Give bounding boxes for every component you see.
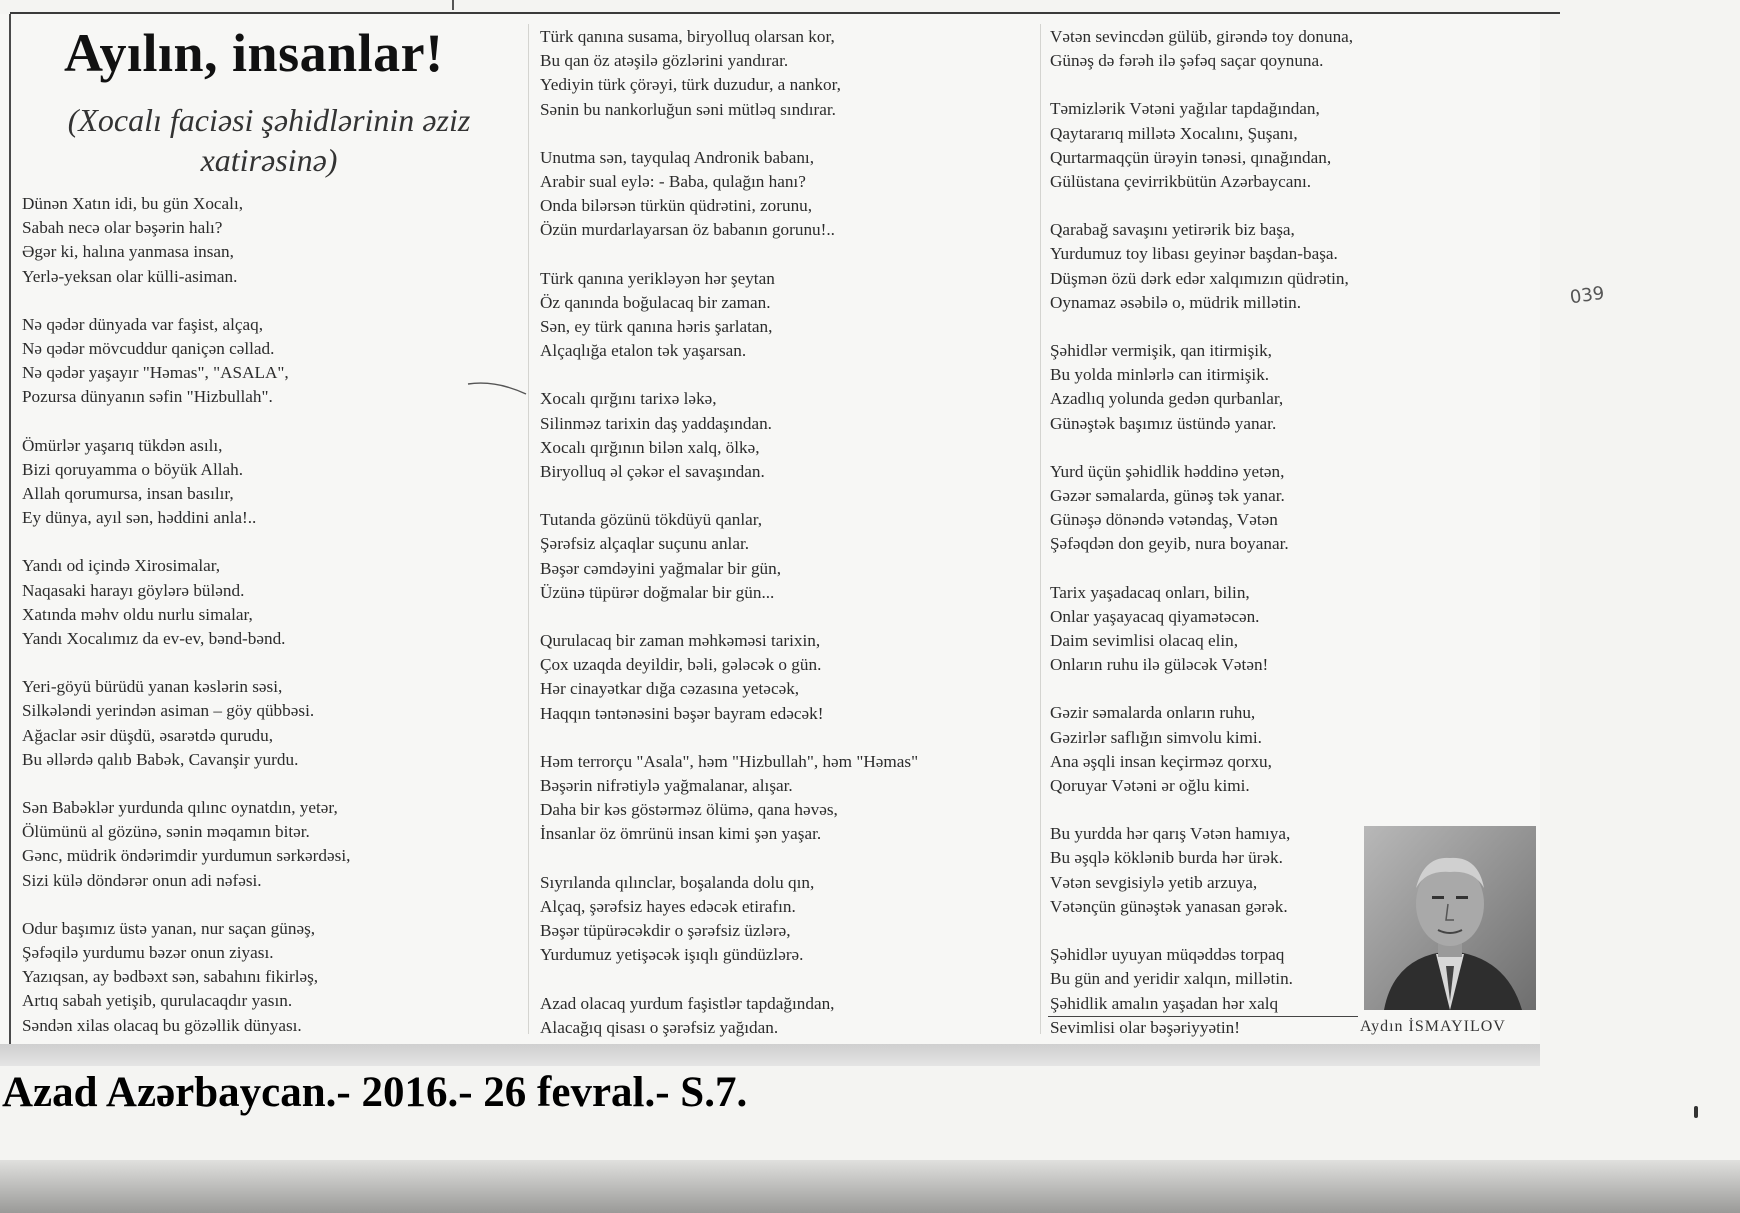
- handwritten-note: 039: [1568, 282, 1606, 309]
- poem-line: Şəfəqdən don geyib, nura boyanar.: [1050, 534, 1289, 554]
- poem-line: Şəhidlər vermişik, qan itirmişik,: [1050, 341, 1272, 361]
- poem-line: Səndən xilas olacaq bu gözəllik dünyası.: [22, 1015, 302, 1035]
- poem-line: Qoruyar Vətəni ər oğlu kimi.: [1050, 776, 1250, 796]
- poem-line: Daim sevimlisi olacaq elin,: [1050, 631, 1239, 651]
- poem-line: Odur başımız üstə yanan, nur saçan günəş,: [22, 918, 316, 938]
- poem-line: Özün murdarlayarsan öz babanın gorunu!..: [540, 220, 835, 240]
- poem-line: Alçaq, şərəfsiz hayes edəcək etirafın.: [540, 896, 796, 916]
- poem-line: Tarix yaşadacaq onları, bilin,: [1050, 582, 1250, 602]
- poem-line: Bəşər tüpürəcəkdir o şərəfsiz üzlərə,: [540, 921, 791, 941]
- poem-line: Onların ruhu ilə güləcək Vətən!: [1050, 655, 1269, 675]
- poem-line: Bəşər cəmdəyini yağmalar bir gün,: [540, 558, 782, 578]
- poem-line: Sıyrılanda qılınclar, boşalanda dolu qın,: [540, 872, 815, 892]
- poem-line: Vətən sevgisiylə yetib arzuya,: [1050, 872, 1258, 892]
- poem-line: Tutanda gözünü tökdüyü qanlar,: [540, 510, 763, 530]
- poem-column-2: [540, 25, 1040, 1064]
- poem-column-1: [22, 192, 462, 1062]
- poem-line: Təmizlərik Vətəni yağılar tapdağından,: [1050, 99, 1320, 119]
- poem-line: Öz qanında boğulacaq bir zaman.: [540, 292, 771, 312]
- poem-line: Yurdumuz toy libası geyinər başdan-başa.: [1050, 244, 1338, 264]
- poem-line: Xocalı qırğının bilən xalq, ölkə,: [540, 437, 760, 457]
- poem-line: Silinməz tarixin daş yaddaşından.: [540, 413, 772, 433]
- poem-line: Yurdumuz yetişəcək işıqlı gündüzlərə.: [540, 945, 804, 965]
- poem-line: Şəhidlər uyuyan müqəddəs torpaq: [1050, 945, 1285, 965]
- poem-line: Türk qanına yerikləyən hər şeytan: [540, 268, 775, 288]
- poem-stanza: [540, 267, 1040, 364]
- poem-line: Qarabağ savaşını yetirərik biz başa,: [1050, 220, 1295, 240]
- poem-line: Qurtarmaqçün ürəyin tənəsi, qınağından,: [1050, 147, 1332, 167]
- poem-line: İnsanlar öz ömrünü insan kimi şən yaşar.: [540, 824, 822, 844]
- poem-line: Yerlə-yeksan olar külli-asiman.: [22, 266, 238, 286]
- poem-line: Düşmən özü dərk edər xalqımızın qüdrətin,: [1050, 268, 1349, 288]
- poem-line: Ölümünü al gözünə, sənin məqamın bitər.: [22, 822, 310, 842]
- portrait-image: [1364, 826, 1536, 1010]
- poem-stanza: [540, 992, 1040, 1040]
- poem-line: Azad olacaq yurdum faşistlər tapdağından,: [540, 993, 835, 1013]
- poem-line: Naqasaki harayı göylərə bülənd.: [22, 580, 245, 600]
- poem-line: Bu əllərdə qalıb Babək, Cavanşir yurdu.: [22, 749, 299, 769]
- poem-stanza: [22, 192, 462, 289]
- poem-line: Nə qədər mövcuddur qaniçən cəllad.: [22, 339, 275, 359]
- poem-line: Türk qanına susama, biryolluq olarsan kor,: [540, 27, 835, 46]
- poem-line: Ana əşqli insan keçirməz qorxu,: [1050, 751, 1272, 771]
- author-byline: Aydın İSMAYILOV: [1360, 1018, 1506, 1035]
- poem-line: Bizi qoruyamma o böyük Allah.: [22, 459, 244, 479]
- poem-stanza: [22, 796, 462, 893]
- poem-line: Çox uzaqda deyildir, bəli, gələcək o gün.: [540, 655, 822, 675]
- poem-line: Yurd üçün şəhidlik həddinə yetən,: [1050, 461, 1285, 481]
- poem-stanza: [1050, 218, 1530, 315]
- poem-line: Günəş də fərəh ilə şəfəq saçar qoynuna.: [1050, 51, 1324, 71]
- article-subtitle: (Xocalı faciəsi şəhidlərinin əziz xatirəsinə): [67, 102, 471, 178]
- poem-line: Yandı od içində Xirosimalar,: [22, 556, 221, 576]
- poem-line: Qurulacaq bir zaman məhkəməsi tarixin,: [540, 631, 821, 651]
- poem-line: Bu gün and yeridir xalqın, millətin.: [1050, 969, 1293, 989]
- poem-stanza: [540, 750, 1040, 847]
- poem-line: Unutma sən, tayqulaq Andronik babanı,: [540, 147, 814, 167]
- poem-line: Nə qədər yaşayır "Həmas", "ASALA",: [22, 363, 289, 383]
- poem-line: Bəşərin nifrətiylə yağmalanar, alışar.: [540, 776, 793, 796]
- poem-line: Yazıqsan, ay bədbəxt sən, sabahını fikirləş,: [22, 967, 319, 987]
- poem-line: Sizi külə döndərər onun adi nəfəsi.: [22, 870, 262, 890]
- column-divider: [528, 24, 529, 1034]
- poem-line: Alacağıq qisası o şərəfsiz yağıdan.: [540, 1017, 779, 1037]
- pen-stroke-mark: [466, 380, 528, 398]
- poem-line: Oynamaz əsəbilə o, müdrik millətin.: [1050, 292, 1302, 312]
- poem-line: Sənin bu nankorluğun səni mütləq sındırar.: [540, 99, 836, 119]
- author-photo: [1364, 826, 1536, 1010]
- left-rule: [9, 14, 11, 1044]
- poem-line: Bu yurdda hər qarış Vətən hamıya,: [1050, 824, 1291, 844]
- poem-stanza: [1050, 460, 1530, 557]
- poem-line: Gəzirlər saflığın simvolu kimi.: [1050, 727, 1262, 747]
- poem-line: Pozursa dünyanın səfin "Hizbullah".: [22, 387, 273, 407]
- poem-line: Sən Babəklər yurdunda qılınc oynatdın, yetər,: [22, 798, 338, 818]
- poem-line: Arabir sual eylə: - Baba, qulağın hanı?: [540, 172, 806, 192]
- poem-line: Gülüstana çevirrikbütün Azərbaycanı.: [1050, 172, 1312, 192]
- poem-line: Üzünə tüpürər doğmalar bir gün...: [540, 582, 775, 602]
- poem-stanza: [22, 554, 462, 651]
- poem-line: Yandı Xocalımız da ev-ev, bənd-bənd.: [22, 629, 286, 649]
- poem-stanza: [540, 146, 1040, 243]
- poem-stanza: [22, 434, 462, 531]
- poem-stanza: [540, 25, 1040, 122]
- poem-line: Xatında məhv oldu nurlu simalar,: [22, 604, 253, 624]
- poem-line: Alçaqlığa etalon tək yaşarsan.: [540, 341, 747, 361]
- poem-stanza: [1050, 701, 1530, 798]
- poem-stanza: [540, 508, 1040, 605]
- poem-line: Günəşə dönəndə vətəndaş, Vətən: [1050, 510, 1278, 530]
- poem-line: Sevimlisi olar bəşəriyyətin!: [1050, 1017, 1240, 1037]
- poem-stanza: [1050, 25, 1530, 73]
- poem-line: Biryolluq əl çəkər el savaşından.: [540, 462, 765, 482]
- poem-stanza: [1050, 339, 1530, 436]
- poem-stanza: [540, 629, 1040, 726]
- poem-line: Şəhidlik amalın yaşadan hər xalq: [1050, 993, 1279, 1013]
- poem-line: Vətənçün günəştək yanasan gərək.: [1050, 896, 1288, 916]
- poem-stanza: [22, 917, 462, 1038]
- scan-speck: [1694, 1106, 1698, 1118]
- poem-line: Ömürlər yaşarıq tükdən asılı,: [22, 435, 223, 455]
- poem-line: Hər cinayətkar dığa cəzasına yetəcək,: [540, 679, 800, 699]
- poem-line: Silkələndi yerindən asiman – göy qübbəsi.: [22, 701, 315, 721]
- poem-line: Haqqın təntənəsini bəşər bayram edəcək!: [540, 703, 824, 723]
- top-tick-mark: [452, 0, 454, 10]
- poem-stanza: [1050, 581, 1530, 678]
- poem-line: Azadlıq yolunda gedən qurbanlar,: [1050, 389, 1284, 409]
- poem-line: Artıq sabah yetişib, qurulacaqdır yasın.: [22, 991, 293, 1011]
- poem-stanza: [22, 313, 462, 410]
- poem-stanza: [540, 871, 1040, 968]
- poem-line: Onlar yaşayacaq qiyamətəcən.: [1050, 606, 1260, 626]
- poem-line: Xocalı qırğını tarixə ləkə,: [540, 389, 717, 409]
- poem-line: Ey dünya, ayıl sən, həddini anla!..: [22, 508, 257, 528]
- top-rule: [10, 12, 1560, 14]
- article-title: Ayılın, insanlar!: [64, 23, 444, 83]
- byline-rule: [1048, 1016, 1358, 1017]
- poem-line: Əgər ki, halına yanmasa insan,: [22, 242, 234, 262]
- poem-line: Gənc, müdrik öndərimdir yurdumun sərkərdəsi,: [22, 846, 351, 866]
- poem-line: Yeri-göyü bürüdü yanan kəslərin səsi,: [22, 677, 283, 697]
- source-citation: Azad Azərbaycan.- 2016.- 26 fevral.- S.7.: [2, 1069, 748, 1116]
- poem-line: Şərəfsiz alçaqlar suçunu anlar.: [540, 534, 750, 554]
- poem-line: Onda bilərsən türkün qüdrətini, zorunu,: [540, 196, 813, 216]
- poem-line: Nə qədər dünyada var faşist, alçaq,: [22, 314, 263, 334]
- poem-line: Həm terrorçu "Asala", həm "Hizbullah", həm "Həmas": [540, 751, 919, 771]
- poem-line: Gəzər səmalarda, günəş tək yanar.: [1050, 486, 1285, 506]
- clipping-bottom-edge: [0, 1044, 1540, 1066]
- poem-line: Günəştək başımız üstündə yanar.: [1050, 413, 1277, 433]
- scan-shadow: [0, 1160, 1740, 1213]
- poem-stanza: [22, 675, 462, 772]
- poem-line: Dünən Xatın idi, bu gün Xocalı,: [22, 194, 244, 213]
- poem-line: Sabah necə olar bəşərin halı?: [22, 218, 223, 238]
- poem-line: Bu əşqlə köklənib burda hər ürək.: [1050, 848, 1283, 868]
- poem-line: Allah qorumursa, insan basılır,: [22, 484, 234, 504]
- poem-stanza: [1050, 97, 1530, 194]
- poem-line: Gəzir səmalarda onların ruhu,: [1050, 703, 1256, 723]
- poem-stanza: [540, 387, 1040, 484]
- poem-line: Qaytararıq millətə Xocalını, Şuşanı,: [1050, 123, 1298, 143]
- poem-line: Bu yolda minlərlə can itirmişik.: [1050, 365, 1270, 385]
- poem-line: Sən, ey türk qanına həris şarlatan,: [540, 317, 773, 337]
- poem-line: Bu qan öz atəşilə gözlərini yandırar.: [540, 51, 789, 71]
- poem-line: Daha bir kəs göstərməz ölümə, qana həvəs,: [540, 800, 838, 820]
- poem-line: Şəfəqilə yurdumu bəzər onun ziyası.: [22, 943, 274, 963]
- poem-line: Yediyin türk çörəyi, türk duzudur, a nankor,: [540, 75, 841, 95]
- column-divider: [1040, 24, 1041, 1034]
- poem-line: Vətən sevincdən gülüb, girəndə toy donuna,: [1050, 27, 1354, 46]
- poem-line: Ağaclar əsir düşdü, əsarətdə qurudu,: [22, 725, 274, 745]
